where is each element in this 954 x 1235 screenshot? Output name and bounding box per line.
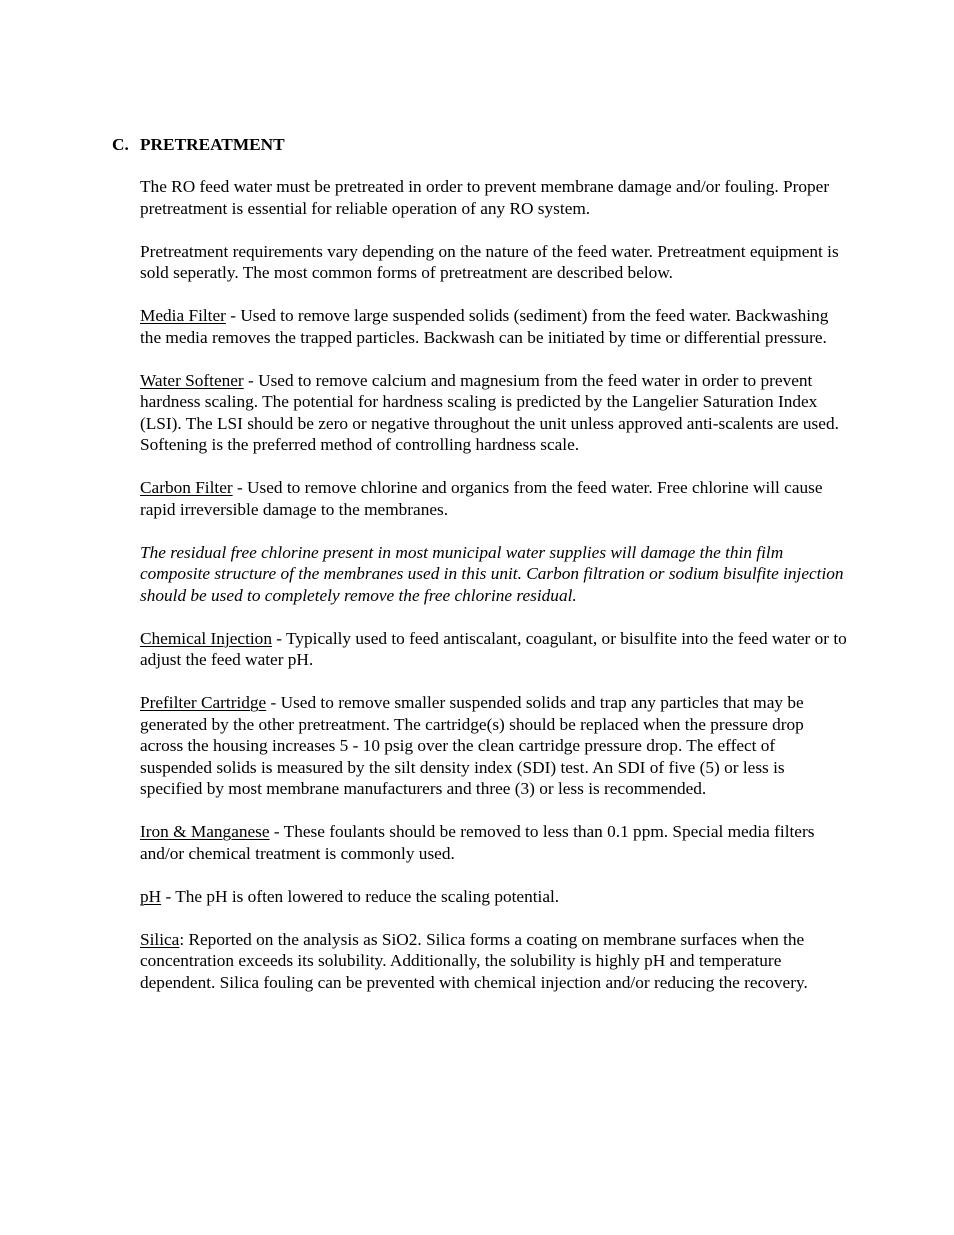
iron-manganese-text: - These foulants should be removed to less than 0.1 ppm. Special media filters and/or chemical treatment is commonly used. <box>140 822 815 863</box>
section-title: PRETREATMENT <box>140 135 285 154</box>
chemical-injection-paragraph <box>140 628 848 671</box>
silica-paragraph <box>140 929 848 994</box>
water-softener-term: Water Softener <box>140 370 244 390</box>
prefilter-cartridge-term: Prefilter Cartridge <box>140 693 267 712</box>
water-softener-text: - Used to remove calcium and magnesium from the feed water in order to prevent hardness scaling. The potential for hardness scaling is predicted by the Langelier Saturation Index (LSI). The LSI should be zero or negative throughout the unit unless approved anti-scalents are used. Softening is the preferred method of controlling hardness scale. <box>140 370 839 454</box>
prefilter-cartridge-paragraph <box>140 692 848 800</box>
ph-text: - The pH is often lowered to reduce the scaling potential. <box>161 886 560 906</box>
chlorine-note-paragraph: The residual free chlorine present in most municipal water supplies will damage the thin film composite structure of the membranes used in this unit. Carbon filtration or sodium bisulfite injection should be used to completely remove the free chlorine residual. <box>140 542 844 605</box>
carbon-filter-term: Carbon Filter <box>140 478 233 497</box>
section-number: C. <box>112 135 129 154</box>
media-filter-paragraph <box>140 305 848 348</box>
ph-term: pH <box>140 886 162 906</box>
carbon-filter-text: - Used to remove chlorine and organics from the feed water. Free chlorine will cause rapid irreversible damage to the membranes. <box>140 478 823 519</box>
section-body <box>140 176 848 1015</box>
iron-manganese-term: Iron & Manganese <box>140 822 270 841</box>
ph-paragraph <box>140 886 848 908</box>
iron-manganese-paragraph <box>140 821 848 864</box>
media-filter-term: Media Filter <box>140 306 226 325</box>
chemical-injection-term: Chemical Injection <box>140 628 272 648</box>
intro-paragraph-2: Pretreatment requirements vary depending on the nature of the feed water. Pretreatment equipment is sold seperatly. The most common forms of pretreatment are described below. <box>140 241 839 282</box>
media-filter-text: - Used to remove large suspended solids (sediment) from the feed water. Backwashing the media removes the trapped particles. Backwash can be initiated by time or differential pressure. <box>140 306 829 347</box>
chemical-injection-text: - Typically used to feed antiscalant, coagulant, or bisulfite into the feed water or to adjust the feed water pH. <box>140 628 847 669</box>
silica-text: : Reported on the analysis as SiO2. Silica forms a coating on membrane surfaces when the concentration exceeds its solubility. Additionally, the solubility is highly pH and temperature dependent. Silica fouling can be prevented with chemical injection and/or reducing the recovery. <box>140 929 808 992</box>
intro-paragraph-1: The RO feed water must be pretreated in order to prevent membrane damage and/or fouling. Proper pretreatment is essential for reliable operation of any RO system. <box>140 177 830 218</box>
silica-term: Silica <box>140 929 180 949</box>
water-softener-paragraph <box>140 370 848 456</box>
carbon-filter-paragraph <box>140 477 848 520</box>
prefilter-cartridge-text: - Used to remove smaller suspended solids and trap any particles that may be generated by the other pretreatment. The cartridge(s) should be replaced when the pressure drop across the housing increases 5 - 10 psig over the clean cartridge pressure drop. The effect of suspended solids is measured by the silt density index (SDI) test. An SDI of five (5) or less is specified by most membrane manufacturers and three (3) or less is recommended. <box>140 693 804 798</box>
section-heading <box>112 134 285 156</box>
